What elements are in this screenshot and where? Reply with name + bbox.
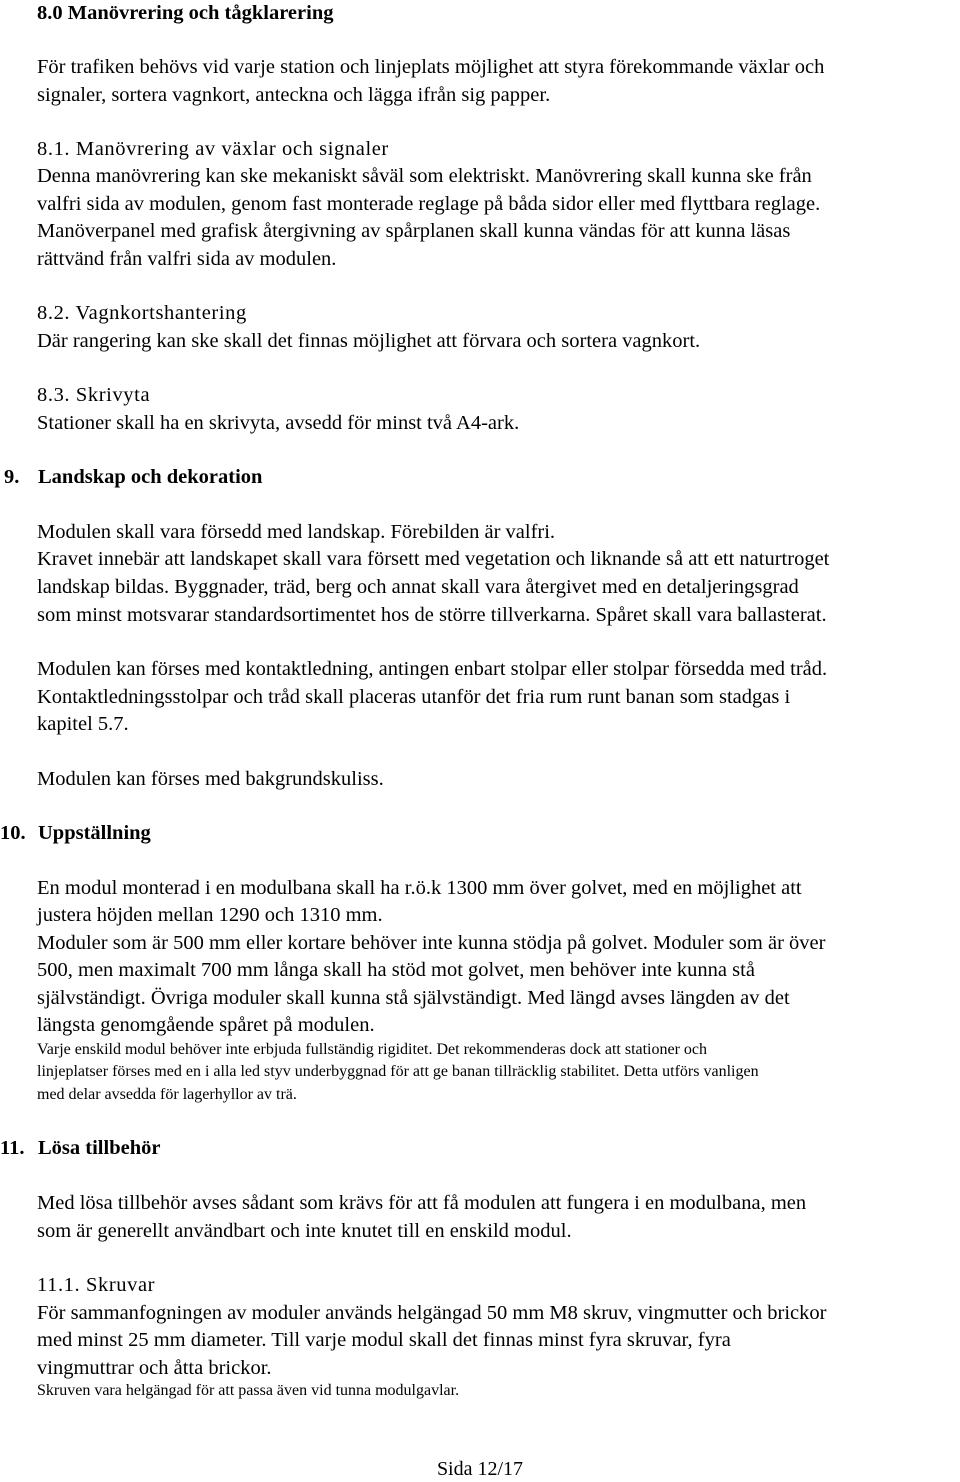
heading-10-number: 10. bbox=[0, 822, 26, 844]
text-line: Med lösa tillbehör avses sådant som krävs för att få modulen att fungera i en modulbana, men bbox=[37, 1192, 807, 1214]
subheading-8-2: 8.2. Vagnkortshantering bbox=[37, 302, 247, 324]
text-line: som är generellt användbart och inte knutet till en enskild modul. bbox=[37, 1220, 572, 1242]
text-line: rättvänd från valfri sida av modulen. bbox=[37, 248, 337, 270]
note-line: linjeplatser förses med en i alla led styv underbyggnad för att ge banan tillräcklig stabilitet. Detta utförs vanligen bbox=[37, 1063, 759, 1080]
text-line: med minst 25 mm diameter. Till varje modul skall det finnas minst fyra skruvar, fyra bbox=[37, 1329, 731, 1351]
text-line: självständigt. Övriga moduler skall kunna stå självständigt. Med längd avses längden av det bbox=[37, 987, 790, 1009]
text-line: som minst motsvarar standardsortimentet hos de större tillverkarna. Spåret skall vara ballasterat. bbox=[37, 604, 827, 626]
text-line: längsta genomgående spåret på modulen. bbox=[37, 1014, 375, 1036]
text-line: 500, men maximalt 700 mm långa skall ha stöd mot golvet, men behöver inte kunna stå bbox=[37, 959, 755, 981]
text-line: Kontaktledningsstolpar och tråd skall placeras utanför det fria rum runt banan som stadgas i bbox=[37, 686, 791, 708]
text-line: kapitel 5.7. bbox=[37, 713, 129, 735]
note-line: Varje enskild modul behöver inte erbjuda fullständig rigiditet. Det rekommenderas dock att stationer och bbox=[37, 1041, 708, 1058]
heading-9: Landskap och dekoration bbox=[38, 466, 263, 488]
heading-9-number: 9. bbox=[4, 466, 20, 488]
text-line: Modulen skall vara försedd med landskap. Förebilden är valfri. bbox=[37, 521, 556, 543]
subheading-8-1: 8.1. Manövrering av växlar och signaler bbox=[37, 138, 389, 160]
text-line: Denna manövrering kan ske mekaniskt såväl som elektriskt. Manövrering skall kunna ske från bbox=[37, 165, 812, 187]
page-number: Sida 12/17 bbox=[436, 1458, 524, 1480]
text-line: Där rangering kan ske skall det finnas möjlighet att förvara och sortera vagnkort. bbox=[37, 330, 701, 352]
text-line: Manöverpanel med grafisk återgivning av spårplanen skall kunna vändas för att kunna läsas bbox=[37, 220, 791, 242]
note-line: Skruven vara helgängad för att passa även vid tunna modulgavlar. bbox=[37, 1382, 460, 1399]
heading-10: Uppställning bbox=[38, 822, 151, 844]
subheading-8-3: 8.3. Skrivyta bbox=[37, 384, 151, 406]
text-line: En modul monterad i en modulbana skall ha r.ö.k 1300 mm över golvet, med en möjlighet att bbox=[37, 877, 802, 899]
text-line: Modulen kan förses med bakgrundskuliss. bbox=[37, 768, 384, 790]
text-line: landskap bildas. Byggnader, träd, berg och annat skall vara återgivet med en detaljeringsgrad bbox=[37, 576, 799, 598]
text-line: Moduler som är 500 mm eller kortare behöver inte kunna stödja på golvet. Moduler som är över bbox=[37, 932, 826, 954]
text-line: För trafiken behövs vid varje station och linjeplats möjlighet att styra förekommande växlar och bbox=[37, 56, 825, 78]
note-line: med delar avsedda för lagerhyllor av trä. bbox=[37, 1086, 297, 1103]
heading-11-number: 11. bbox=[0, 1137, 25, 1159]
text-line: Kravet innebär att landskapet skall vara försett med vegetation och liknande så att ett naturtroget bbox=[37, 548, 830, 570]
text-line: justera höjden mellan 1290 och 1310 mm. bbox=[37, 904, 383, 926]
text-line: För sammanfogningen av moduler används helgängad 50 mm M8 skruv, vingmutter och brickor bbox=[37, 1302, 827, 1324]
heading-8: 8.0 Manövrering och tågklarering bbox=[37, 2, 334, 24]
text-line: Stationer skall ha en skrivyta, avsedd för minst två A4-ark. bbox=[37, 412, 520, 434]
text-line: signaler, sortera vagnkort, anteckna och lägga ifrån sig papper. bbox=[37, 84, 551, 106]
text-line: Modulen kan förses med kontaktledning, antingen enbart stolpar eller stolpar försedda med tråd. bbox=[37, 658, 828, 680]
text-line: vingmuttrar och åtta brickor. bbox=[37, 1357, 272, 1379]
subheading-11-1: 11.1. Skruvar bbox=[37, 1274, 156, 1296]
text-line: valfri sida av modulen, genom fast monterade reglage på båda sidor eller med flyttbara reglage. bbox=[37, 193, 821, 215]
heading-11: Lösa tillbehör bbox=[38, 1137, 161, 1159]
